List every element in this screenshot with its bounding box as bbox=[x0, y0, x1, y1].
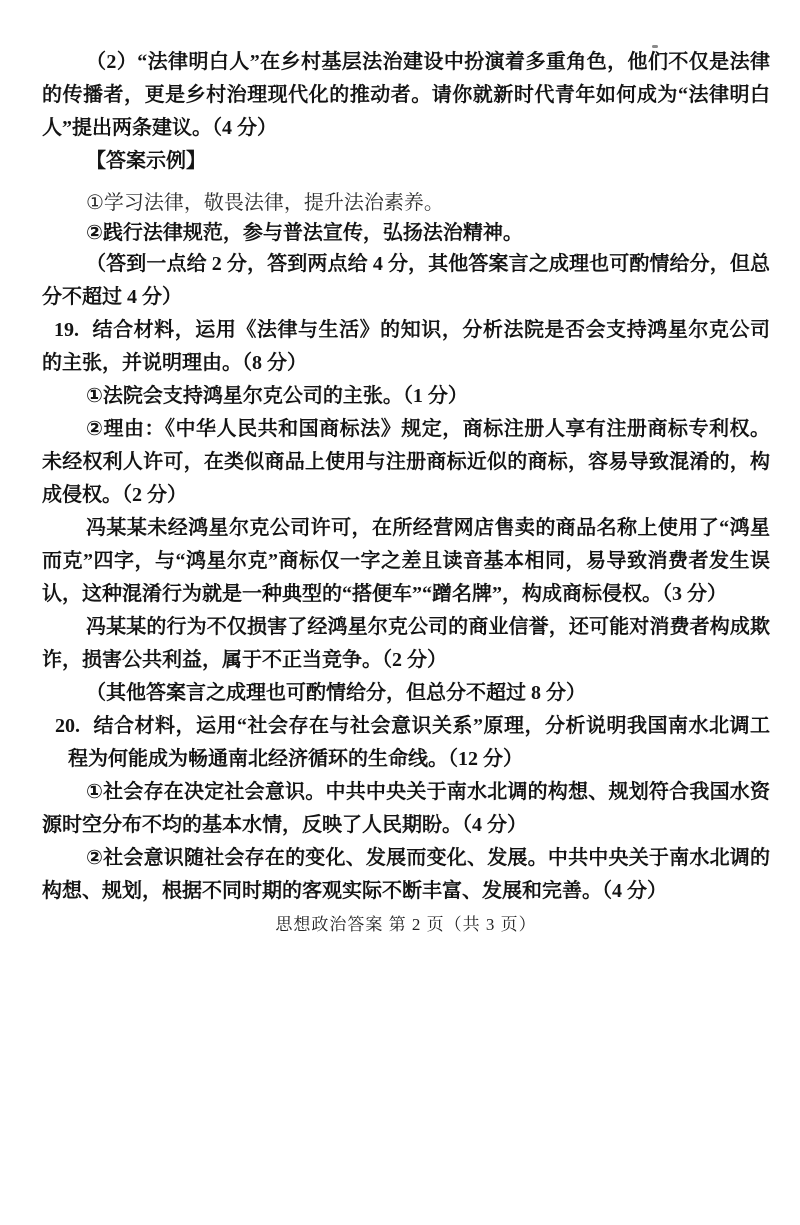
q19-answer-point-4: 冯某某的行为不仅损害了经鸿星尔克公司的商业信誉，还可能对消费者构成欺诈，损害公共利益，属于不正当竞争。（2 分） bbox=[42, 616, 770, 671]
q20-answer-point-1: ①社会存在决定社会意识。中共中央关于南水北调的构想、规划符合我国水资源时空分布不均的基本水情，反映了人民期盼。（4 分） bbox=[42, 781, 770, 836]
q18-scoring-note: （答到一点给 2 分，答到两点给 4 分，其他答案言之成理也可酌情给分，但总分不超过 4 分） bbox=[42, 253, 770, 308]
q19-answer-point-3: 冯某某未经鸿星尔克公司许可，在所经营网店售卖的商品名称上使用了“鸿星而克”四字，与“鸿星尔克”商标仅一字之差且读音基本相同，易导致消费者发生误认，这种混淆行为就是一种典型的“搭便车”“蹭名牌”，构成商标侵权。（3 分） bbox=[42, 517, 770, 605]
q19-scoring-note: （其他答案言之成理也可酌情给分，但总分不超过 8 分） bbox=[86, 682, 586, 704]
scan-artifact-speck bbox=[652, 45, 658, 48]
q18-answer-points bbox=[42, 188, 770, 248]
q19-answer-point-2: ②理由：《中华人民共和国商标法》规定，商标注册人享有注册商标专利权。未经权利人许可，在类似商品上使用与注册商标近似的商标，容易导致混淆的，构成侵权。（2 分） bbox=[42, 418, 770, 506]
question-20 bbox=[42, 710, 770, 776]
q18-answer-point-2: ②践行法律规范，参与普法宣传，弘扬法治精神。 bbox=[86, 222, 523, 244]
page-footer: 思想政治答案 第 2 页（共 3 页） bbox=[275, 915, 537, 934]
question-19-number: 19. bbox=[54, 319, 79, 341]
q19-answer-point-1: ①法院会支持鸿星尔克公司的主张。（1 分） bbox=[86, 385, 468, 407]
question-20-number: 20. bbox=[55, 715, 80, 737]
q20-answer-point-2: ②社会意识随社会存在的变化、发展而变化、发展。中共中央关于南水北调的构想、规划，根据不同时期的客观实际不断丰富、发展和完善。（4 分） bbox=[42, 847, 770, 902]
question-19 bbox=[42, 314, 770, 380]
question-18-part2-text: （2）“法律明白人”在乡村基层法治建设中扮演着多重角色，他们不仅是法律的传播者，更是乡村治理现代化的推动者。请你就新时代青年如何成为“法律明白人”提出两条建议。（4 分） bbox=[42, 51, 770, 139]
question-20-text: 结合材料，运用“社会存在与社会意识关系”原理，分析说明我国南水北调工程为何能成为畅通南北经济循环的生命线。（12 分） bbox=[68, 715, 770, 770]
answer-example-heading: 【答案示例】 bbox=[86, 150, 206, 172]
question-19-text: 结合材料，运用《法律与生活》的知识，分析法院是否会支持鸿星尔克公司的主张，并说明理由。（8 分） bbox=[42, 319, 770, 374]
q18-answer-point-1: ①学习法律，敬畏法律，提升法治素养。 bbox=[86, 192, 444, 214]
